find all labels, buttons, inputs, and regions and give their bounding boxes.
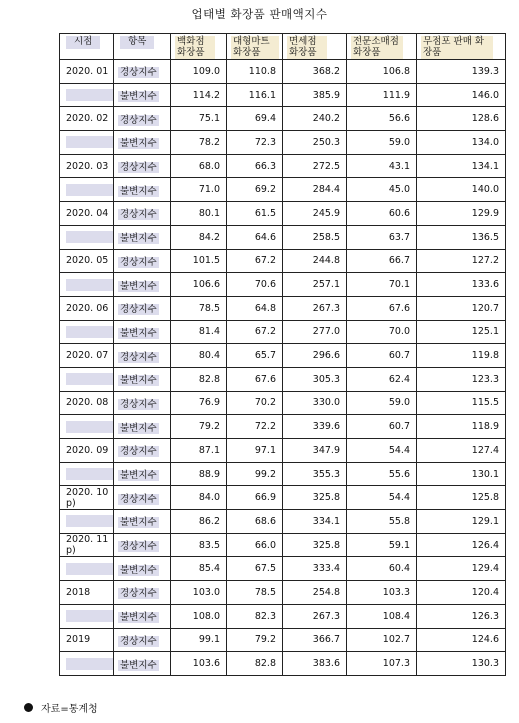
value-cell: 133.6	[417, 273, 506, 297]
value-cell: 60.7	[347, 415, 417, 439]
value-cell: 140.0	[417, 178, 506, 202]
item-cell: 불변지수	[114, 320, 171, 344]
table-header-row	[60, 34, 506, 60]
column-header: 대형마트 화장품	[227, 34, 283, 60]
value-cell: 124.6	[417, 628, 506, 652]
item-cell: 불변지수	[114, 225, 171, 249]
column-header: 항목	[114, 34, 171, 60]
value-cell: 120.4	[417, 581, 506, 605]
table-row	[60, 604, 506, 628]
value-cell: 103.3	[347, 581, 417, 605]
value-cell: 368.2	[283, 60, 347, 84]
value-cell: 325.8	[283, 533, 347, 557]
value-cell: 71.0	[171, 178, 227, 202]
period-cell	[60, 131, 114, 155]
column-header: 전문소매점 화장품	[347, 34, 417, 60]
value-cell: 272.5	[283, 154, 347, 178]
value-cell: 66.0	[227, 533, 283, 557]
value-cell: 79.2	[227, 628, 283, 652]
value-cell: 128.6	[417, 107, 506, 131]
table-row	[60, 131, 506, 155]
value-cell: 125.1	[417, 320, 506, 344]
period-cell: 2020. 10 p)	[60, 486, 114, 510]
period-cell: 2020. 11 p)	[60, 533, 114, 557]
item-cell: 경상지수	[114, 628, 171, 652]
period-cell: 2019	[60, 628, 114, 652]
value-cell: 54.4	[347, 486, 417, 510]
value-cell: 126.4	[417, 533, 506, 557]
value-cell: 126.3	[417, 604, 506, 628]
value-cell: 68.6	[227, 510, 283, 534]
period-cell	[60, 273, 114, 297]
value-cell: 54.4	[347, 439, 417, 463]
period-cell: 2020. 06	[60, 296, 114, 320]
item-cell: 불변지수	[114, 652, 171, 676]
value-cell: 60.7	[347, 344, 417, 368]
table-row	[60, 510, 506, 534]
value-cell: 257.1	[283, 273, 347, 297]
value-cell: 347.9	[283, 439, 347, 463]
table-row	[60, 202, 506, 226]
value-cell: 106.6	[171, 273, 227, 297]
value-cell: 60.4	[347, 557, 417, 581]
value-cell: 66.7	[347, 249, 417, 273]
item-cell: 불변지수	[114, 557, 171, 581]
item-cell: 불변지수	[114, 462, 171, 486]
value-cell: 67.5	[227, 557, 283, 581]
value-cell: 56.6	[347, 107, 417, 131]
value-cell: 84.2	[171, 225, 227, 249]
value-cell: 99.1	[171, 628, 227, 652]
value-cell: 99.2	[227, 462, 283, 486]
value-cell: 106.8	[347, 60, 417, 84]
value-cell: 267.3	[283, 296, 347, 320]
period-cell: 2020. 04	[60, 202, 114, 226]
value-cell: 75.1	[171, 107, 227, 131]
value-cell: 119.8	[417, 344, 506, 368]
value-cell: 80.4	[171, 344, 227, 368]
value-cell: 83.5	[171, 533, 227, 557]
value-cell: 66.3	[227, 154, 283, 178]
table-row	[60, 439, 506, 463]
item-cell: 경상지수	[114, 533, 171, 557]
value-cell: 111.9	[347, 83, 417, 107]
value-cell: 87.1	[171, 439, 227, 463]
period-cell	[60, 225, 114, 249]
value-cell: 64.6	[227, 225, 283, 249]
period-cell	[60, 652, 114, 676]
value-cell: 82.8	[227, 652, 283, 676]
table-row	[60, 296, 506, 320]
value-cell: 109.0	[171, 60, 227, 84]
value-cell: 277.0	[283, 320, 347, 344]
value-cell: 70.6	[227, 273, 283, 297]
value-cell: 245.9	[283, 202, 347, 226]
item-cell: 경상지수	[114, 60, 171, 84]
value-cell: 63.7	[347, 225, 417, 249]
item-cell: 불변지수	[114, 604, 171, 628]
value-cell: 136.5	[417, 225, 506, 249]
page-title: 업태별 화장품 판매액지수	[191, 7, 328, 21]
table-row	[60, 249, 506, 273]
value-cell: 68.0	[171, 154, 227, 178]
value-cell: 296.6	[283, 344, 347, 368]
table-row	[60, 154, 506, 178]
value-cell: 78.5	[171, 296, 227, 320]
period-cell: 2020. 07	[60, 344, 114, 368]
value-cell: 76.9	[171, 391, 227, 415]
value-cell: 72.2	[227, 415, 283, 439]
table-row	[60, 652, 506, 676]
value-cell: 108.4	[347, 604, 417, 628]
value-cell: 139.3	[417, 60, 506, 84]
column-header: 면세점 화장품	[283, 34, 347, 60]
item-cell: 경상지수	[114, 154, 171, 178]
value-cell: 70.2	[227, 391, 283, 415]
value-cell: 59.0	[347, 131, 417, 155]
value-cell: 146.0	[417, 83, 506, 107]
value-cell: 330.0	[283, 391, 347, 415]
value-cell: 129.9	[417, 202, 506, 226]
value-cell: 325.8	[283, 486, 347, 510]
item-cell: 경상지수	[114, 486, 171, 510]
item-cell: 경상지수	[114, 391, 171, 415]
value-cell: 69.2	[227, 178, 283, 202]
value-cell: 103.0	[171, 581, 227, 605]
value-cell: 333.4	[283, 557, 347, 581]
item-cell: 경상지수	[114, 296, 171, 320]
item-cell: 불변지수	[114, 510, 171, 534]
table-row	[60, 486, 506, 510]
item-cell: 불변지수	[114, 178, 171, 202]
value-cell: 67.2	[227, 320, 283, 344]
table-row	[60, 178, 506, 202]
value-cell: 334.1	[283, 510, 347, 534]
period-cell: 2020. 02	[60, 107, 114, 131]
table-row	[60, 60, 506, 84]
value-cell: 107.3	[347, 652, 417, 676]
bullet-icon	[24, 703, 33, 712]
table-row	[60, 273, 506, 297]
value-cell: 305.3	[283, 367, 347, 391]
period-cell	[60, 178, 114, 202]
value-cell: 130.3	[417, 652, 506, 676]
value-cell: 366.7	[283, 628, 347, 652]
value-cell: 59.0	[347, 391, 417, 415]
value-cell: 86.2	[171, 510, 227, 534]
item-cell: 경상지수	[114, 249, 171, 273]
value-cell: 55.8	[347, 510, 417, 534]
period-cell	[60, 320, 114, 344]
column-header: 백화점 화장품	[171, 34, 227, 60]
value-cell: 97.1	[227, 439, 283, 463]
value-cell: 102.7	[347, 628, 417, 652]
value-cell: 120.7	[417, 296, 506, 320]
period-cell: 2020. 01	[60, 60, 114, 84]
value-cell: 79.2	[171, 415, 227, 439]
value-cell: 82.8	[171, 367, 227, 391]
value-cell: 59.1	[347, 533, 417, 557]
table-row	[60, 581, 506, 605]
value-cell: 118.9	[417, 415, 506, 439]
table-row	[60, 320, 506, 344]
period-cell: 2020. 08	[60, 391, 114, 415]
source-text: 자료=통계청	[41, 704, 98, 715]
value-cell: 101.5	[171, 249, 227, 273]
column-header: 무점포 판매 화장품	[417, 34, 506, 60]
period-cell: 2020. 03	[60, 154, 114, 178]
value-cell: 60.6	[347, 202, 417, 226]
value-cell: 78.5	[227, 581, 283, 605]
value-cell: 129.1	[417, 510, 506, 534]
value-cell: 244.8	[283, 249, 347, 273]
value-cell: 130.1	[417, 462, 506, 486]
value-cell: 108.0	[171, 604, 227, 628]
value-cell: 103.6	[171, 652, 227, 676]
source-note	[24, 700, 98, 715]
table-row	[60, 107, 506, 131]
table-row	[60, 415, 506, 439]
value-cell: 67.2	[227, 249, 283, 273]
period-cell: 2020. 05	[60, 249, 114, 273]
value-cell: 250.3	[283, 131, 347, 155]
value-cell: 61.5	[227, 202, 283, 226]
value-cell: 65.7	[227, 344, 283, 368]
item-cell: 경상지수	[114, 581, 171, 605]
item-cell: 불변지수	[114, 131, 171, 155]
value-cell: 115.5	[417, 391, 506, 415]
value-cell: 355.3	[283, 462, 347, 486]
item-cell: 불변지수	[114, 273, 171, 297]
value-cell: 81.4	[171, 320, 227, 344]
table-row	[60, 367, 506, 391]
value-cell: 67.6	[347, 296, 417, 320]
period-cell	[60, 367, 114, 391]
value-cell: 85.4	[171, 557, 227, 581]
value-cell: 116.1	[227, 83, 283, 107]
value-cell: 78.2	[171, 131, 227, 155]
table-row	[60, 462, 506, 486]
table-row	[60, 391, 506, 415]
value-cell: 82.3	[227, 604, 283, 628]
value-cell: 66.9	[227, 486, 283, 510]
column-header: 시점	[60, 34, 114, 60]
value-cell: 110.8	[227, 60, 283, 84]
value-cell: 43.1	[347, 154, 417, 178]
period-cell: 2020. 09	[60, 439, 114, 463]
table-row	[60, 628, 506, 652]
value-cell: 88.9	[171, 462, 227, 486]
value-cell: 80.1	[171, 202, 227, 226]
value-cell: 55.6	[347, 462, 417, 486]
value-cell: 383.6	[283, 652, 347, 676]
value-cell: 267.3	[283, 604, 347, 628]
value-cell: 123.3	[417, 367, 506, 391]
sales-index-table	[59, 33, 506, 676]
value-cell: 385.9	[283, 83, 347, 107]
period-cell	[60, 604, 114, 628]
value-cell: 127.4	[417, 439, 506, 463]
value-cell: 69.4	[227, 107, 283, 131]
value-cell: 129.4	[417, 557, 506, 581]
value-cell: 84.0	[171, 486, 227, 510]
table-row	[60, 344, 506, 368]
value-cell: 64.8	[227, 296, 283, 320]
value-cell: 134.0	[417, 131, 506, 155]
period-cell	[60, 415, 114, 439]
value-cell: 254.8	[283, 581, 347, 605]
table-row	[60, 83, 506, 107]
period-cell	[60, 462, 114, 486]
value-cell: 114.2	[171, 83, 227, 107]
value-cell: 258.5	[283, 225, 347, 249]
value-cell: 240.2	[283, 107, 347, 131]
item-cell: 경상지수	[114, 344, 171, 368]
value-cell: 127.2	[417, 249, 506, 273]
item-cell: 경상지수	[114, 202, 171, 226]
period-cell	[60, 83, 114, 107]
value-cell: 70.1	[347, 273, 417, 297]
value-cell: 284.4	[283, 178, 347, 202]
value-cell: 134.1	[417, 154, 506, 178]
table-row	[60, 557, 506, 581]
item-cell: 불변지수	[114, 415, 171, 439]
period-cell	[60, 557, 114, 581]
value-cell: 339.6	[283, 415, 347, 439]
value-cell: 62.4	[347, 367, 417, 391]
value-cell: 125.8	[417, 486, 506, 510]
period-cell	[60, 510, 114, 534]
table-row	[60, 533, 506, 557]
item-cell: 불변지수	[114, 367, 171, 391]
period-cell: 2018	[60, 581, 114, 605]
item-cell: 경상지수	[114, 439, 171, 463]
item-cell: 경상지수	[114, 107, 171, 131]
value-cell: 70.0	[347, 320, 417, 344]
item-cell: 불변지수	[114, 83, 171, 107]
table-row	[60, 225, 506, 249]
value-cell: 45.0	[347, 178, 417, 202]
value-cell: 72.3	[227, 131, 283, 155]
value-cell: 67.6	[227, 367, 283, 391]
